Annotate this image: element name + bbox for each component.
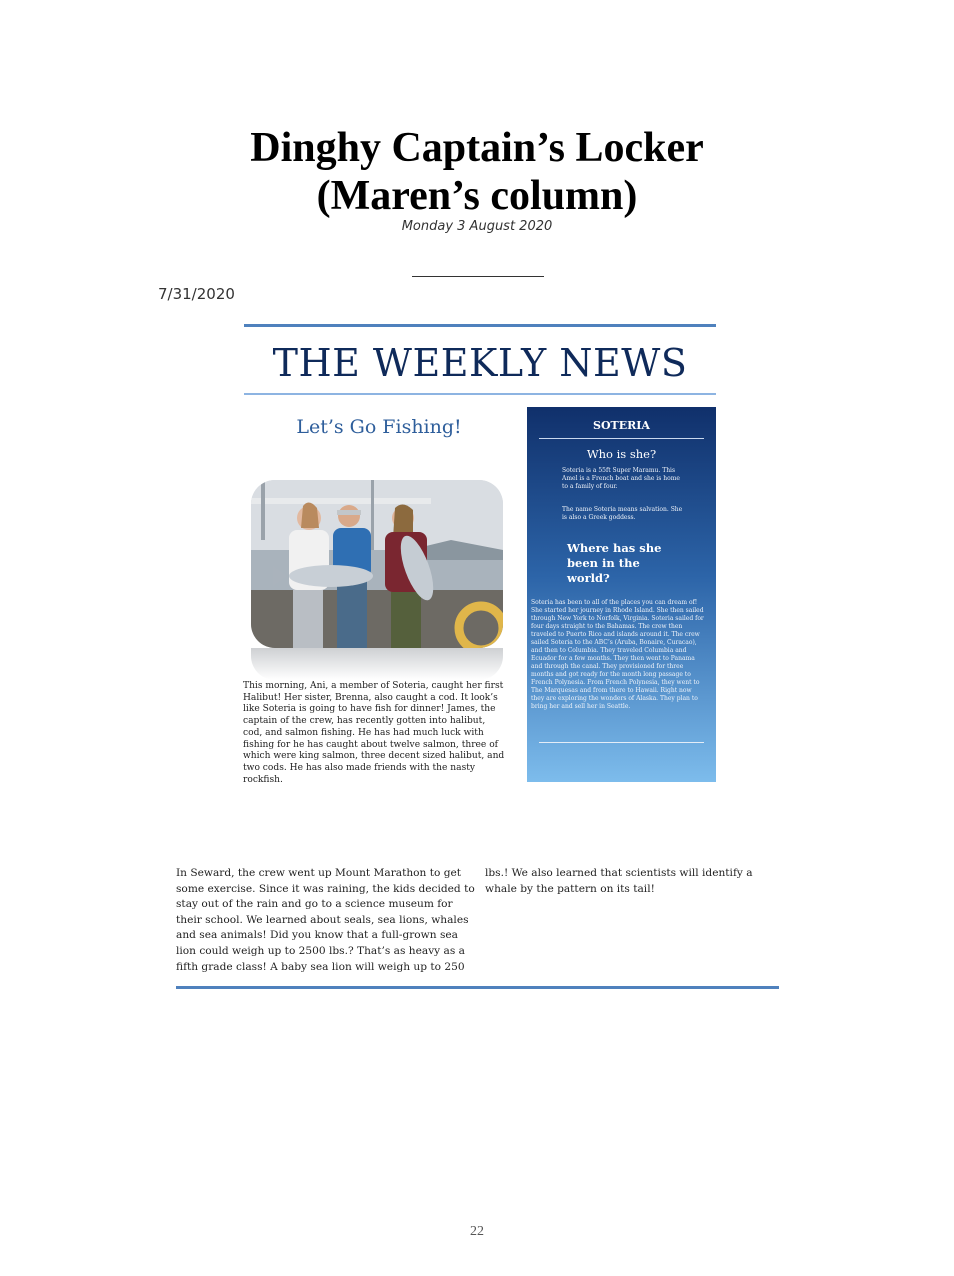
post-date-subtitle: Monday 3 August 2020 [401, 219, 553, 234]
newsletter-top-rule [244, 324, 716, 327]
page-number: 22 [470, 1224, 484, 1239]
sidebar-rule-top [539, 438, 704, 439]
sidebar-title: SOTERIA [593, 419, 650, 432]
fragment-right-column: lbs.! We also learned that scientists will identify a whale by the pattern on its tail! [485, 867, 753, 895]
sidebar-who-text-1: Soteria is a 55ft Super Maramu. This Amel is a French boat and she is home to a family of four. [562, 467, 680, 490]
fragment-bottom-rule [176, 986, 779, 989]
newsletter-masthead: THE WEEKLY NEWS [272, 341, 688, 385]
title-line-1: Dinghy Captain’s Locker [250, 125, 704, 171]
sidebar-who-text-2: The name Soteria means salvation. She is also a Greek goddess. [562, 506, 683, 521]
page-title [0, 124, 954, 220]
post-date: 7/31/2020 [158, 285, 235, 303]
article-body: This morning, Ani, a member of Soteria, caught her first Halibut! Her sister, Brenna, also caught a cod. It look’s like Soteria is going to have fish for dinner! James, the captain of the crew, has recently gotten into halibut, cod, and salmon fishing. He has had much luck with fishing for he has caught about twelve salmon, three of which were king salmon, three decent sized halibut, and two cods. He has also made friends with the nasty rockfish. [243, 681, 505, 785]
article-headline: Let’s Go Fishing! [296, 416, 462, 438]
title-line-2: (Maren’s column) [316, 173, 638, 219]
sidebar-where-heading: Where has she been in the world? [567, 541, 662, 585]
newsletter-masthead-rule [244, 393, 716, 395]
soteria-sidebar [527, 407, 716, 782]
sidebar-who-heading: Who is she? [586, 447, 657, 461]
fragment-left-column: In Seward, the crew went up Mount Marathon to get some exercise. Since it was raining, the kids decided to stay out of the rain and go to a science museum for their school. We learned about seals, sea lions, whales and sea animals! Did you know that a full-grown sea lion could weigh up to 2500 lbs.? That’s as heavy as a fifth grade class! A baby sea lion will weigh up to 250 [176, 867, 475, 973]
photo-reflection [251, 648, 503, 680]
fishing-photo [251, 480, 503, 648]
sidebar-rule-bottom [539, 742, 704, 743]
fishing-photo-illustration [251, 480, 503, 648]
sidebar-where-text: Soteria has been to all of the places you can dream of! She started her journey in Rhode Island. She then sailed through New York to Norfolk, Virginia. Soteria sailed for four days straight to the Bahamas. The crew then traveled to Puerto Rico and islands around it. The crew sailed Soteria to the ABC’s (Aruba, Bonaire, Curacao), and then to Columbia. They traveled Columbia and Ecuador for a few months. They then went to Panama and through the canal. They provisioned for three months and got ready for the month long passage to French Polynesia. From French Polynesia, they went to The Marquesas and from there to Hawaii. Right now they are exploring the wonders of Alaska. They plan to bring her and sell her in Seattle. [531, 599, 704, 710]
divider [412, 276, 544, 277]
